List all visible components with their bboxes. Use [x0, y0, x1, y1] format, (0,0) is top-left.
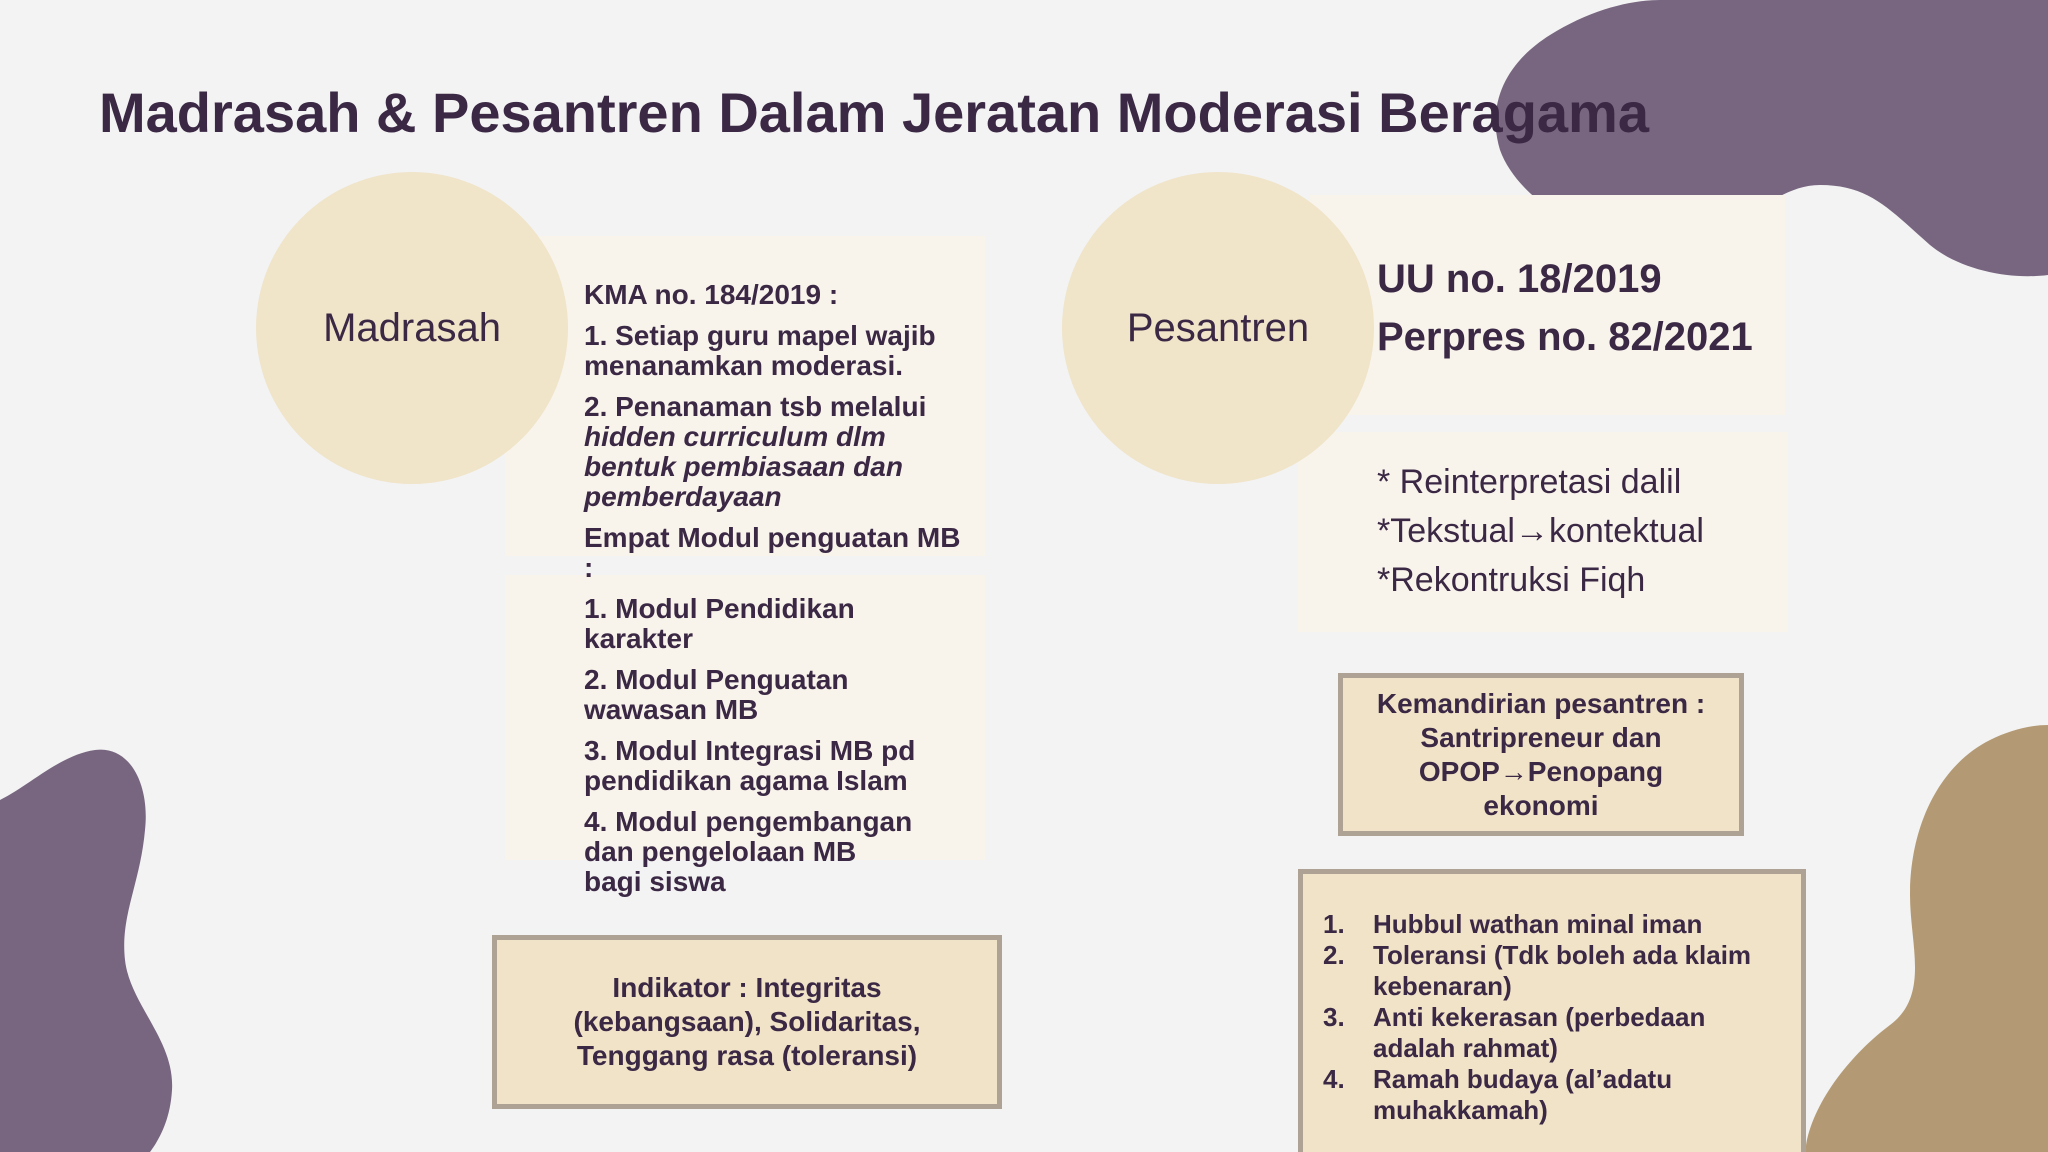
note-item: *Rekontruksi Fiqh: [1377, 561, 1646, 599]
module-item: 2. Modul Penguatan wawasan MB: [584, 664, 849, 725]
kma-item-2: [584, 392, 984, 512]
module-item: 1. Modul Pendidikan karakter: [584, 593, 855, 654]
law-item-2: Perpres no. 82/2021: [1377, 315, 1753, 359]
principle-number: 1.: [1323, 909, 1345, 939]
principle-number: 3.: [1323, 1002, 1345, 1032]
principle-item: [1323, 1002, 1781, 1064]
principle-number: 4.: [1323, 1064, 1345, 1094]
madrasah-circle-label: Madrasah: [323, 305, 501, 350]
principles-box: [1298, 869, 1806, 1152]
principle-text: Ramah budaya (al’adatu muhakkamah): [1373, 1064, 1673, 1125]
indikator-box: [492, 935, 1002, 1109]
note-item: *Tekstual→kontektual: [1377, 512, 1704, 550]
principle-item: [1323, 940, 1781, 1002]
madrasah-kma-text: [584, 280, 984, 908]
module-item: 3. Modul Integrasi MB pd pendidikan agama Islam: [584, 735, 916, 796]
note-item: * Reinterpretasi dalil: [1377, 463, 1682, 501]
kma-item-2-prefix: 2. Penanaman tsb melalui: [584, 391, 927, 422]
purple-blob-bottom-left: [0, 745, 180, 1152]
kemandirian-box: [1338, 673, 1744, 836]
kemandirian-text: Kemandirian pesantren : Santripreneur dan OPOP→Penopang ekonomi: [1376, 687, 1706, 821]
slide-title: Madrasah & Pesantren Dalam Jeratan Moderasi Beragama: [99, 81, 1649, 144]
pesantren-notes-text: [1377, 458, 1704, 605]
principle-item: [1323, 909, 1781, 940]
principle-text: Anti kekerasan (perbedaan adalah rahmat): [1373, 1002, 1706, 1063]
kma-item-2-italic: hidden curriculum dlm bentuk pembiasaan dan pemberdayaan: [584, 421, 903, 512]
pesantren-law-text: [1377, 250, 1753, 366]
gold-blob-bottom-right: [1790, 725, 2048, 1152]
principle-text: Hubbul wathan minal iman: [1373, 909, 1703, 939]
law-item-1: UU no. 18/2019: [1377, 257, 1662, 301]
kma-heading: KMA no. 184/2019 :: [584, 279, 839, 310]
pesantren-circle-label: Pesantren: [1126, 305, 1310, 350]
module-item: 4. Modul pengembangan dan pengelolaan MB bagi siswa: [584, 806, 913, 897]
indikator-text: Indikator : Integritas (kebangsaan), Solidaritas, Tenggang rasa (toleransi): [573, 972, 921, 1071]
pesantren-circle: [1062, 172, 1374, 484]
principles-list: [1323, 909, 1781, 1126]
principle-text: Toleransi (Tdk boleh ada klaim kebenaran): [1373, 940, 1752, 1001]
principle-number: 2.: [1323, 940, 1345, 970]
modules-heading: Empat Modul penguatan MB :: [584, 522, 961, 583]
principle-item: [1323, 1064, 1781, 1126]
madrasah-circle: [256, 172, 568, 484]
kma-item-1: 1. Setiap guru mapel wajib menanamkan moderasi.: [584, 320, 936, 381]
